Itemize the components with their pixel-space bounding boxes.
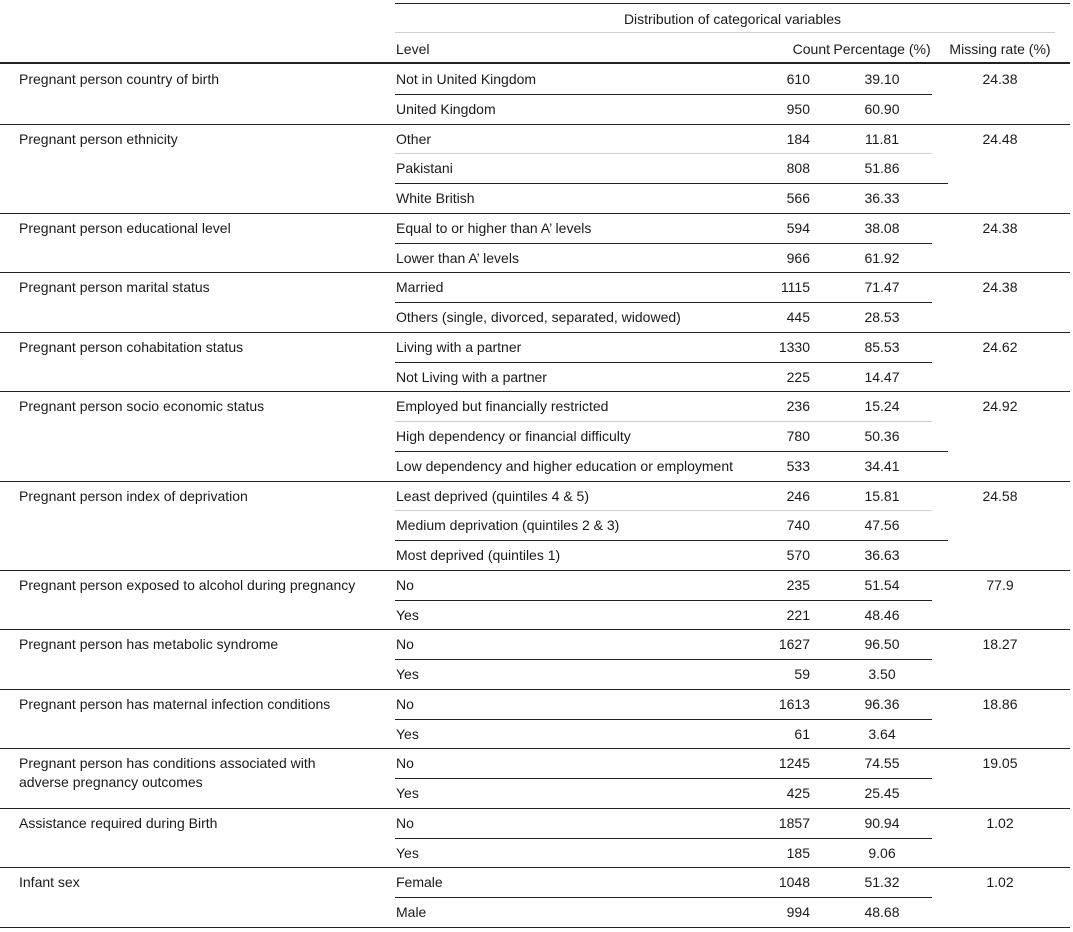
level-label: Living with a partner bbox=[396, 338, 522, 355]
percentage-value: 36.63 bbox=[864, 547, 900, 563]
level-label: Medium deprivation (quintiles 2 & 3) bbox=[396, 517, 620, 534]
row-separator bbox=[0, 867, 1070, 868]
missing-rate: 24.58 bbox=[982, 487, 1018, 504]
level-label: Yes bbox=[396, 606, 419, 623]
count-value: 994 bbox=[786, 904, 810, 920]
col-header-missing: Missing rate (%) bbox=[949, 41, 1051, 57]
missing-rate: 24.62 bbox=[982, 338, 1018, 355]
count-value: 1048 bbox=[778, 874, 810, 891]
count-value: 740 bbox=[786, 517, 810, 534]
missing-rate: 1.02 bbox=[986, 814, 1014, 831]
count-value: 1115 bbox=[780, 279, 810, 296]
percentage-value: 3.50 bbox=[868, 666, 896, 682]
level-label: Pakistani bbox=[396, 160, 453, 177]
level-separator bbox=[395, 659, 932, 660]
level-separator bbox=[395, 540, 948, 541]
level-label: Lower than A’ levels bbox=[396, 249, 519, 266]
percentage-value: 28.53 bbox=[864, 309, 900, 325]
variable-name: Pregnant person has conditions associated with bbox=[19, 755, 316, 772]
count-value: 1613 bbox=[778, 695, 810, 712]
level-separator bbox=[395, 362, 932, 363]
percentage-value: 51.54 bbox=[864, 576, 900, 593]
level-label: Equal to or higher than A’ levels bbox=[396, 219, 592, 236]
variable-name: Pregnant person marital status bbox=[19, 279, 210, 296]
variable-name: Pregnant person has maternal infection conditions bbox=[19, 695, 331, 712]
level-label: Yes bbox=[396, 844, 419, 861]
percentage-value: 15.81 bbox=[864, 487, 900, 504]
count-value: 61 bbox=[794, 725, 810, 742]
missing-rate: 18.27 bbox=[982, 636, 1018, 653]
level-label: Other bbox=[396, 130, 432, 147]
variable-name: Pregnant person socio economic status bbox=[19, 398, 265, 415]
level-label: Most deprived (quintiles 1) bbox=[396, 547, 561, 563]
count-value: 445 bbox=[786, 309, 810, 325]
count-value: 566 bbox=[786, 190, 810, 206]
variable-name: Pregnant person has metabolic syndrome bbox=[19, 636, 279, 653]
count-value: 1857 bbox=[778, 814, 810, 831]
percentage-value: 34.41 bbox=[864, 457, 900, 474]
count-value: 966 bbox=[786, 249, 810, 266]
level-label: United Kingdom bbox=[396, 100, 496, 117]
missing-rate: 24.48 bbox=[982, 130, 1018, 147]
percentage-value: 51.32 bbox=[864, 874, 900, 891]
header-rule bbox=[0, 62, 1070, 64]
count-value: 184 bbox=[786, 130, 810, 147]
percentage-value: 48.46 bbox=[864, 606, 900, 623]
row-separator bbox=[0, 272, 1070, 273]
level-separator bbox=[395, 94, 932, 95]
level-separator bbox=[395, 897, 932, 898]
level-separator bbox=[395, 838, 932, 839]
missing-rate: 18.86 bbox=[982, 695, 1018, 712]
level-separator bbox=[395, 600, 932, 601]
percentage-value: 90.94 bbox=[864, 814, 900, 831]
row-separator bbox=[0, 689, 1070, 690]
missing-rate: 77.9 bbox=[986, 576, 1014, 593]
level-label: Female bbox=[396, 874, 443, 891]
percentage-value: 74.55 bbox=[864, 755, 900, 772]
count-value: 1330 bbox=[778, 338, 810, 355]
row-separator bbox=[0, 481, 1070, 482]
col-header-count: Count bbox=[792, 41, 830, 57]
percentage-value: 61.92 bbox=[864, 249, 900, 266]
level-label: Employed but financially restricted bbox=[396, 398, 609, 415]
variable-name: Pregnant person educational level bbox=[19, 219, 231, 236]
row-separator bbox=[0, 213, 1070, 214]
percentage-value: 39.10 bbox=[864, 71, 900, 87]
percentage-value: 11.81 bbox=[865, 130, 899, 147]
missing-rate: 19.05 bbox=[982, 755, 1018, 772]
level-label: Low dependency and higher education or employment bbox=[396, 457, 734, 474]
row-separator bbox=[0, 124, 1070, 125]
variable-name: Pregnant person index of deprivation bbox=[19, 487, 248, 504]
row-separator bbox=[0, 629, 1070, 630]
count-value: 185 bbox=[786, 844, 810, 861]
group-underline bbox=[395, 32, 1055, 33]
missing-rate: 1.02 bbox=[986, 874, 1014, 891]
variable-name: Pregnant person cohabitation status bbox=[19, 338, 244, 355]
percentage-value: 51.86 bbox=[864, 160, 900, 177]
count-value: 425 bbox=[786, 785, 810, 801]
percentage-value: 36.33 bbox=[864, 190, 900, 206]
row-separator bbox=[0, 570, 1070, 571]
group-header: Distribution of categorical variables bbox=[623, 11, 842, 27]
variable-name: Assistance required during Birth bbox=[19, 814, 218, 831]
level-label: White British bbox=[396, 190, 475, 206]
level-separator bbox=[395, 451, 948, 452]
variable-name: Pregnant person exposed to alcohol during pregnancy bbox=[19, 576, 356, 593]
count-value: 225 bbox=[786, 368, 810, 385]
count-value: 780 bbox=[786, 428, 810, 444]
level-label: Yes bbox=[396, 785, 419, 801]
variable-name: Pregnant person country of birth bbox=[19, 71, 220, 87]
percentage-value: 71.47 bbox=[864, 279, 900, 296]
count-value: 594 bbox=[786, 219, 810, 236]
level-separator bbox=[395, 778, 932, 779]
missing-rate: 24.92 bbox=[982, 398, 1018, 415]
level-label: Male bbox=[396, 904, 427, 920]
top-rule-right bbox=[395, 3, 1070, 4]
variable-name-line2: adverse pregnancy outcomes bbox=[19, 774, 203, 791]
missing-rate: 24.38 bbox=[982, 71, 1018, 87]
level-label: No bbox=[396, 814, 414, 831]
count-value: 1627 bbox=[778, 636, 810, 653]
percentage-value: 15.24 bbox=[864, 398, 900, 415]
count-value: 246 bbox=[786, 487, 810, 504]
level-separator bbox=[395, 719, 932, 720]
level-separator bbox=[395, 183, 948, 184]
level-separator bbox=[395, 243, 932, 244]
percentage-value: 60.90 bbox=[864, 100, 900, 117]
count-value: 570 bbox=[786, 547, 810, 563]
percentage-value: 3.64 bbox=[868, 725, 896, 742]
percentage-value: 47.56 bbox=[864, 517, 900, 534]
variable-name: Pregnant person ethnicity bbox=[19, 130, 178, 147]
missing-rate: 24.38 bbox=[982, 279, 1018, 296]
col-header-percentage: Percentage (%) bbox=[833, 41, 931, 57]
level-label: No bbox=[396, 636, 414, 653]
count-value: 59 bbox=[794, 666, 810, 682]
level-label: Married bbox=[396, 279, 444, 296]
percentage-value: 9.06 bbox=[868, 844, 896, 861]
percentage-value: 96.36 bbox=[864, 695, 900, 712]
level-label: Not Living with a partner bbox=[396, 368, 547, 385]
level-label: Others (single, divorced, separated, widowed) bbox=[396, 309, 681, 325]
row-separator bbox=[0, 927, 1070, 928]
level-label: No bbox=[396, 576, 414, 593]
row-separator bbox=[0, 391, 1070, 392]
count-value: 610 bbox=[786, 71, 810, 87]
variable-name: Infant sex bbox=[19, 874, 80, 891]
percentage-value: 96.50 bbox=[864, 636, 900, 653]
count-value: 221 bbox=[786, 606, 810, 623]
level-label: Yes bbox=[396, 725, 419, 742]
level-separator bbox=[395, 510, 932, 511]
percentage-value: 14.47 bbox=[864, 368, 900, 385]
level-label: Yes bbox=[396, 666, 419, 682]
row-separator bbox=[0, 332, 1070, 333]
level-separator bbox=[395, 302, 932, 303]
percentage-value: 50.36 bbox=[864, 428, 900, 444]
percentage-value: 85.53 bbox=[864, 338, 900, 355]
level-label: Not in United Kingdom bbox=[396, 71, 537, 87]
percentage-value: 48.68 bbox=[864, 904, 900, 920]
level-label: Least deprived (quintiles 4 & 5) bbox=[396, 487, 589, 504]
col-header-level: Level bbox=[396, 41, 430, 57]
count-value: 1245 bbox=[778, 755, 810, 772]
count-value: 950 bbox=[786, 100, 810, 117]
row-separator bbox=[0, 808, 1070, 809]
level-label: High dependency or financial difficulty bbox=[396, 428, 631, 444]
missing-rate: 24.38 bbox=[982, 219, 1018, 236]
percentage-value: 38.08 bbox=[864, 219, 900, 236]
level-label: No bbox=[396, 755, 414, 772]
count-value: 235 bbox=[786, 576, 810, 593]
percentage-value: 25.45 bbox=[864, 785, 900, 801]
row-separator bbox=[0, 748, 1070, 749]
count-value: 533 bbox=[786, 457, 810, 474]
level-separator bbox=[395, 153, 932, 154]
count-value: 808 bbox=[786, 160, 810, 177]
level-label: No bbox=[396, 695, 414, 712]
level-separator bbox=[395, 421, 932, 422]
count-value: 236 bbox=[786, 398, 810, 415]
